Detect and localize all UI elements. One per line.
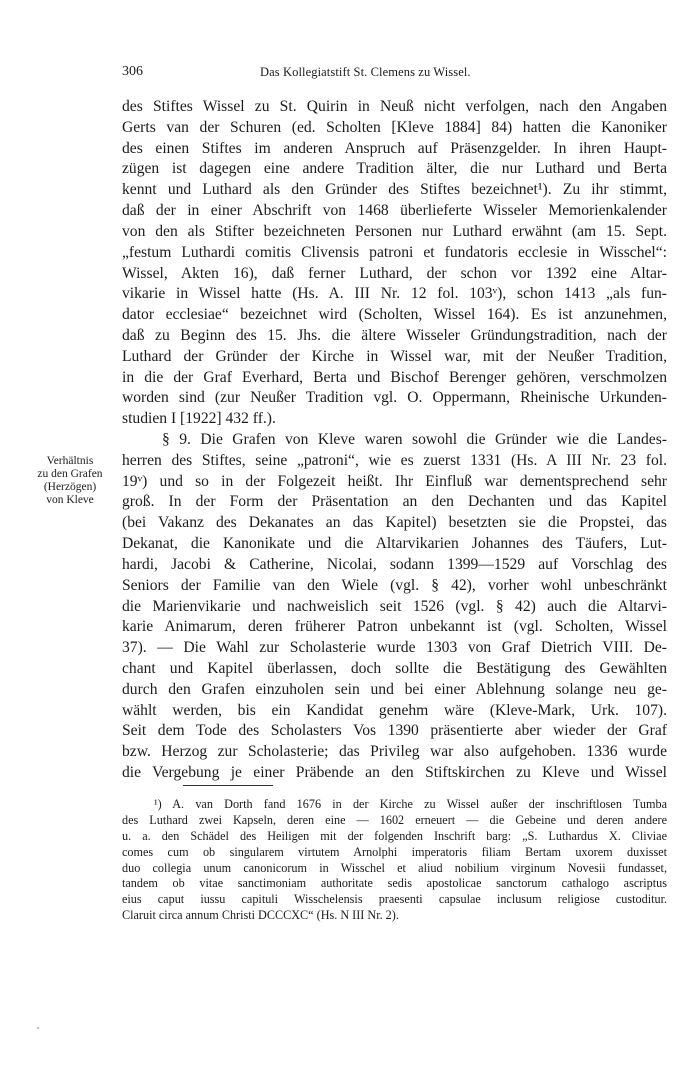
margin-note-line: Verhältnis [46,455,94,467]
footnote-line: Claruit circa annum Christi DCCCXC“ (Hs. N III Nr. 2). [122,908,399,923]
footnote-line: des Luthard zwei Kapseln, deren eine — 1602 erneuert — die Gebeine und deren andere [122,812,667,827]
body-line: dator ecclesiae“ bezeichnet wird (Scholten, Wissel 164). Es ist anzunehmen, [122,306,667,324]
scan-speck [37,1027,39,1029]
body-line: Gerts van der Schuren (ed. Scholten [Kleve 1884] 84) hatten die Kanoniker [122,118,667,136]
body-line: karie Animarum, deren früherer Patron unbekannt ist (vgl. Scholten, Wissel [122,618,667,636]
margin-note [18,455,122,507]
body-text [122,97,667,784]
footnote-line: comes cum ob singularem virtutem Arnolphi imperatoris filiam Bertam uxorem duxisset [122,844,667,859]
margin-note-line: zu den Grafen [37,468,103,480]
body-line: die Vergebung je einer Präbende an den Stiftskirchen zu Kleve und Wissel [122,764,667,781]
body-line: von den als Stifter bezeichneten Personen nur Luthard erwähnt (am 15. Sept. [122,222,667,240]
body-line: Seniors der Familie van den Wiele (vgl. § 42), vorher wohl unbeschränkt [122,576,667,594]
footnote-separator [183,785,273,786]
body-line: „festum Luthardi comitis Clivensis patroni et fundatoris ecclesie in Wisschel“: [122,243,667,261]
body-line: wählt werden, bis ein Kandidat genehm wäre (Kleve-Mark, Urk. 107). [122,701,667,719]
body-line: Luthard der Gründer der Kirche in Wissel war, mit der Neußer Tradition, [122,347,667,365]
body-line: daß der in einer Abschrift von 1468 überlieferte Wisseler Memorienkalender [122,202,667,220]
body-line: hardi, Jacobi & Catherine, Nicolai, sodann 1399—1529 auf Vorschlag des [122,555,667,573]
body-line: bzw. Herzog zur Scholasterie; das Privileg war also aufgehoben. 1336 wurde [122,743,667,761]
footnote-line: tandem ob vitae sanctimoniam authoritate sedis apostolicae sanctorum cathalogo ascriptus [122,876,667,891]
body-line: chant und Kapitel überlassen, doch sollte die Bestätigung des Gewählten [122,659,667,677]
footnote-line: u. a. den Schädel des Heiligen mit der folgenden Inschrift barg: „S. Luthardus X. Cliviae [122,828,667,843]
body-line: 37). — Die Wahl zur Scholasterie wurde 1303 von Graf Dietrich VIII. De- [122,639,667,657]
body-line: die Marienvikarie und nachweislich seit 1526 (vgl. § 42) auch die Altarvi- [122,597,667,615]
page-number: 306 [122,64,143,79]
body-line: worden sind (zur Neußer Tradition vgl. O. Oppermann, Rheinische Urkunden- [122,389,667,407]
footnote-line: duo collegia unum canonicorum in Wisschel et aliud nobilium virginum Novesii fundasset, [122,860,667,875]
margin-note-line: (Herzögen) [43,481,97,493]
running-title: Das Kollegiatstift St. Clemens zu Wissel. [260,65,471,79]
page-header [122,64,667,84]
body-line: durch den Grafen einzuholen sein und bei einer Ablehnung solange neu ge- [122,680,667,698]
body-line: studien I [1922] 432 ff.). [122,410,276,428]
body-line: kennt und Luthard als den Gründer des Stiftes bezeichnet¹). Zu ihr stimmt, [122,181,667,199]
body-line: zügen ist dagegen eine andere Tradition älter, die nur Luthard und Berta [122,160,667,178]
footnotes [122,797,667,924]
paragraph-start-line: § 9. Die Grafen von Kleve waren sowohl die Gründer wie die Landes- [162,431,667,448]
footnote-line: ¹) A. van Dorth fand 1676 in der Kirche zu Wissel außer der inschriftlosen Tumba [154,797,667,811]
body-line: herren des Stiftes, seine „patroni“, wie es zuerst 1331 (Hs. A III Nr. 23 fol. [122,451,667,469]
body-line: in die der Graf Everhard, Berta und Bischof Berenger gehören, verschmolzen [122,368,667,386]
body-line: daß zu Beginn des 15. Jhs. die ältere Wisseler Gründungstradition, nach der [122,326,667,344]
body-line: des einen Stiftes im anderen Anspruch auf Präsenzgelder. In ihren Haupt- [122,139,667,157]
body-line: vikarie in Wissel hatte (Hs. A. III Nr. 12 fol. 103ᵛ), schon 1413 „als fun- [122,285,667,303]
margin-note-line: von Kleve [46,494,94,506]
body-line: (bei Vakanz des Dekanates an das Kapitel) besetzten sie die Propstei, das [122,514,667,532]
body-line: des Stiftes Wissel zu St. Quirin in Neuß nicht verfolgen, nach den Angaben [122,98,667,115]
body-line: groß. In der Form der Präsentation an den Dechanten und das Kapitel [122,493,667,511]
body-line: 19ᵛ) und so in der Folgezeit heißt. Ihr Einfluß war dementsprechend sehr [122,472,667,490]
body-line: Seit dem Tode des Scholasters Vos 1390 präsentierte aber wieder der Graf [122,722,667,740]
footnote-line: eius caput iussu capituli Wisschelensis praesenti capsulae inclusum religiose custoditur. [122,892,667,907]
body-line: Dekanat, die Kanonikate und die Altarvikarien Johannes des Täufers, Lut- [122,535,667,553]
body-line: Wissel, Akten 16), daß ferner Luthard, der schon vor 1392 eine Altar- [122,264,667,282]
